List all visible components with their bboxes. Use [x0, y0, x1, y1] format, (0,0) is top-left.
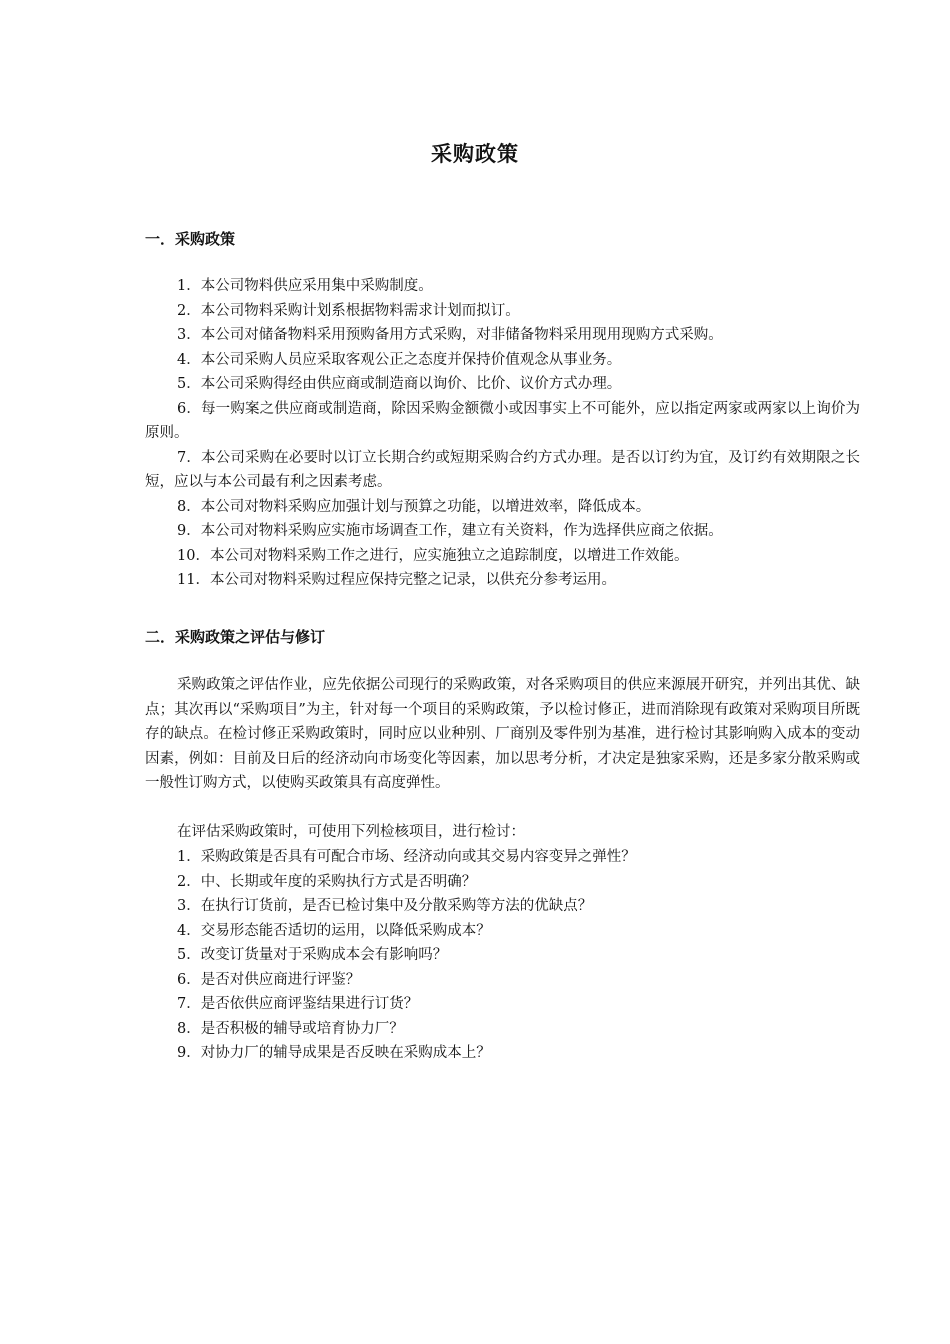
list-item: 7．本公司采购在必要时以订立长期合约或短期采购合约方式办理。是否以订约为宜，及订约有效期限之长短，应以与本公司最有利之因素考虑。 [145, 449, 860, 490]
list-item: 1．本公司物料供应采用集中采购制度。 [177, 278, 433, 294]
list-item: 6．每一购案之供应商或制造商，除因采购金额微小或因事实上不可能外，应以指定两家或两家以上询价为原则。 [145, 400, 860, 441]
section-heading-purchasing-policy: 一．采购政策 [145, 230, 236, 248]
policy-list [145, 274, 860, 593]
checklist-item: 2．中、长期或年度的采购执行方式是否明确？ [177, 873, 477, 890]
checklist-item: 8．是否积极的辅导或培育协力厂？ [177, 1020, 404, 1037]
list-item: 10．本公司对物料采购工作之进行，应实施独立之追踪制度，以增进工作效能。 [177, 547, 689, 564]
list-item: 4．本公司采购人员应采取客观公正之态度并保持价值观念从事业务。 [177, 351, 622, 368]
list-item: 8．本公司对物料采购应加强计划与预算之功能，以增进效率，降低成本。 [177, 498, 651, 515]
checklist-item: 4．交易形态能否适切的运用，以降低采购成本？ [177, 922, 491, 939]
evaluation-paragraph: 采购政策之评估作业，应先依据公司现行的采购政策，对各采购项目的供应来源展开研究，并列出其优、缺点；其次再以“采购项目”为主，针对每一个项目的采购政策，予以检讨修正，进而消除现有政策对采购项目所既存的缺点。在检讨修正采购政策时，同时应以业种别、厂商别及零件别为基准，进行检讨其影响购入成本的变动因素，例如：目前及日后的经济动向市场变化等因素，加以思考分析，才决定是独家采购，还是多家分散采购或一般性订购方式，以使购买政策具有高度弹性。 [145, 677, 860, 791]
checklist-item: 1．采购政策是否具有可配合市场、经济动向或其交易内容变异之弹性？ [177, 849, 636, 865]
list-item: 9．本公司对物料采购应实施市场调查工作，建立有关资料，作为选择供应商之依据。 [177, 523, 723, 539]
checklist-item: 5．改变订货量对于采购成本会有影响吗？ [177, 947, 448, 963]
checklist-item: 9．对协力厂的辅导成果是否反映在采购成本上？ [177, 1045, 491, 1061]
document-title: 采购政策 [431, 141, 519, 166]
list-item: 11．本公司对物料采购过程应保持完整之记录，以供充分参考运用。 [177, 572, 616, 588]
checklist-item: 6．是否对供应商进行评鉴？ [177, 971, 361, 988]
checklist-intro: 在评估采购政策时，可使用下列检核项目，进行检讨： [177, 824, 525, 840]
section-heading-evaluation-revision: 二．采购政策之评估与修订 [145, 628, 326, 646]
list-item: 5．本公司采购得经由供应商或制造商以询价、比价、议价方式办理。 [177, 376, 622, 392]
checklist-item: 3．在执行订货前，是否已检讨集中及分散采购等方法的优缺点？ [177, 898, 593, 914]
evaluation-checklist [145, 845, 860, 1066]
list-item: 3．本公司对储备物料采用预购备用方式采购，对非储备物料采用现用现购方式采购。 [177, 327, 723, 343]
list-item: 2．本公司物料采购计划系根据物料需求计划而拟订。 [177, 302, 520, 319]
checklist-item: 7．是否依供应商评鉴结果进行订货？ [177, 996, 419, 1012]
